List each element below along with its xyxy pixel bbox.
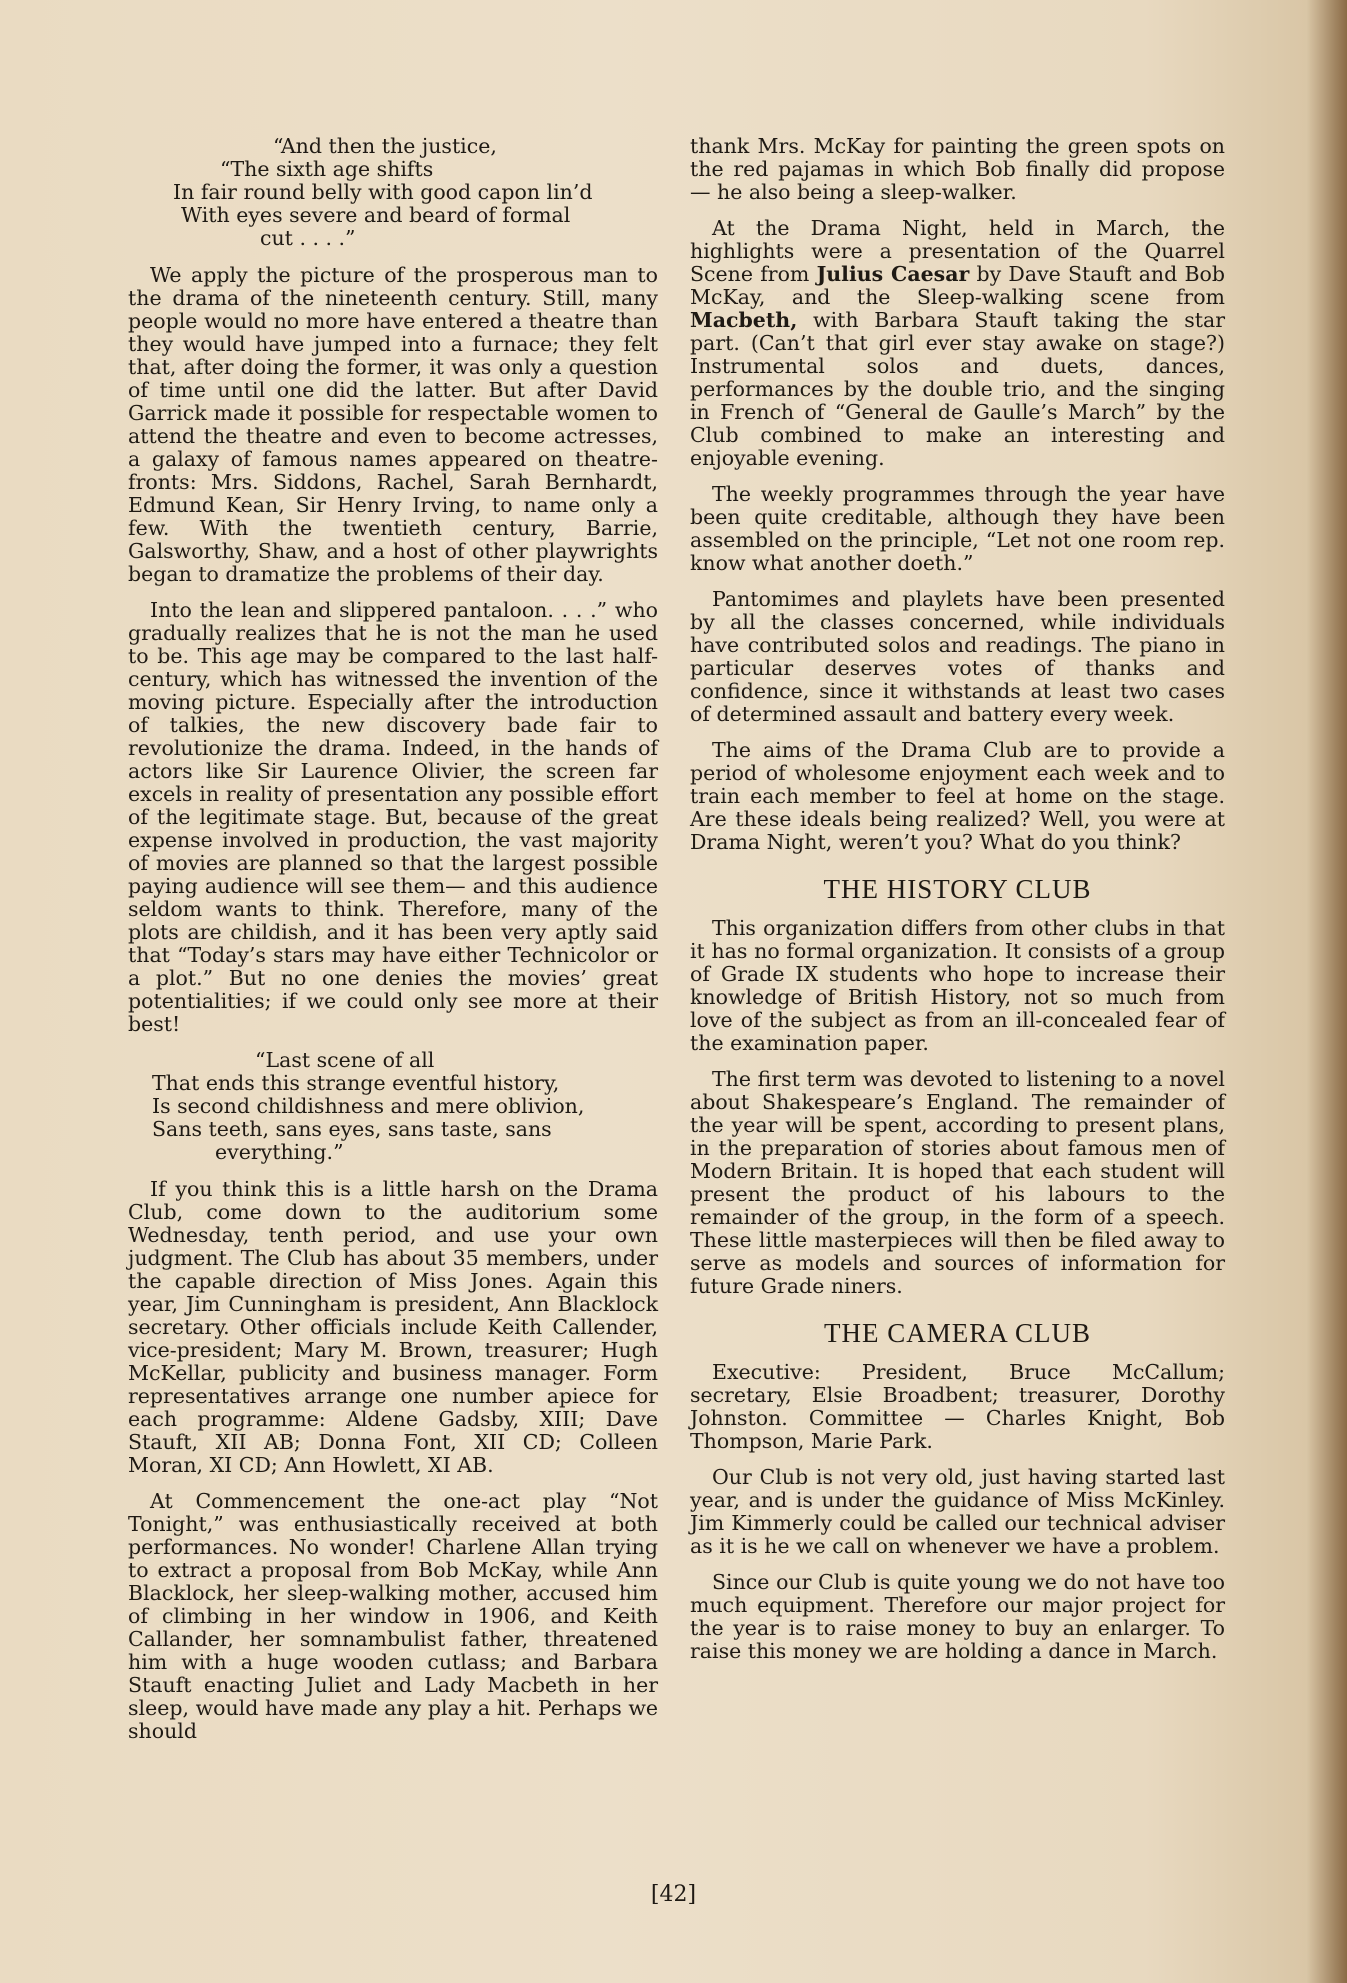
paragraph-commencement-play: At Commencement the one-act play “Not Tonight,” was enthusiastically received at both performances. No wonder! Charlene Allan trying to extract a proposal from Bob McKay, while Ann Blacklock, her sleep-walking mother, accused him of climbing in her window in 1906, and Keith Callander, her somnambulist father, threatened him with a huge wooden cutlass; and Barbara Stauft enacting Juliet and Lady Macbeth in her sleep, would have made any play a hit. Perhaps we should	[128, 1489, 658, 1743]
section-heading-camera-club: THE CAMERA CLUB	[823, 1318, 1092, 1348]
paragraph-history-first-term: The first term was devoted to listening to a novel about Shakespeare’s England. The remainder of the year will be spent, according to present plans, in the preparation of stories about famous men of Modern Britain. It is hoped that each student will present the product of his labours to the remainder of the group, in the form of a speech. These little masterpieces will then be filed away to serve as models and sources of information for future Grade niners.	[690, 1067, 1225, 1298]
quotation-verse-justice	[128, 135, 658, 250]
paragraph-drama-club-members: If you think this is a little harsh on the Drama Club, come down to the auditorium some Wednesday, tenth period, and use your own judgment. The Club has about 35 members, under the capable direction of Miss Jones. Again this year, Jim Cunningham is president, Ann Blacklock secretary. Other officials include Keith Callender, vice-president; Mary M. Brown, treasurer; Hugh McKellar, publicity and business manager. Form representatives arrange one number apiece for each programme: Aldene Gadsby, XIII; Dave Stauft, XII AB; Donna Font, XII CD; Colleen Moran, XI CD; Ann Howlett, XI AB.	[128, 1177, 658, 1477]
paragraph-camera-history: Our Club is not very old, just having started last year, and is under the guidance of Miss McKinley. Jim Kimmerly could be called our technical adviser as it is he we call on whenever we have a problem.	[690, 1465, 1225, 1558]
verse-line: “And then the justice,	[273, 134, 497, 158]
paragraph-continued: thank Mrs. McKay for painting the green spots on the red pajamas in which Bob finally did propose — he also being a sleep-walker.	[690, 134, 1225, 204]
paragraph-weekly-programmes: The weekly programmes through the year have been quite creditable, although they have been assembled on the principle, “Let not one room rep. know what another doeth.”	[690, 482, 1225, 575]
text-run: At the Drama Night, held in March, the highlights were a presentation of the Quarrel Scene from	[690, 216, 1225, 286]
quotation-verse-last-scene	[128, 1049, 658, 1164]
text-run: with Barbara Stauft taking the star part. (Can’t that girl ever stay awake on stage?) Instrumental solos and duets, dances, performances by the double trio, and the singing in French of “General de Gaulle’s March” by the Club combined to make an interesting and enjoyable evening.	[690, 308, 1225, 470]
paragraph-nineteenth-century: We apply the picture of the prosperous man to the drama of the nineteenth century. Still, many people would no more have entered a theatre than they would have jumped into a furnace; they felt that, after doing the former, it was only a question of time until one did the latter. But after David Garrick made it possible for respectable women to attend the theatre and even to become actresses, a galaxy of famous names appeared on theatre-fronts: Mrs. Siddons, Rachel, Sarah Bernhardt, Edmund Kean, Sir Henry Irving, to name only a few. With the twentieth century, Barrie, Galsworthy, Shaw, and a host of other playwrights began to dramatize the problems of their day.	[128, 263, 658, 586]
right-column	[690, 135, 1225, 1676]
play-title-macbeth: Macbeth,	[690, 308, 798, 332]
section-heading-history-club: THE HISTORY CLUB	[823, 874, 1092, 904]
paragraph-camera-executive: Executive: President, Bruce McCallum; secretary, Elsie Broadbent; treasurer, Dorothy Johnston. Committee — Charles Knight, Bob Thompson, Marie Park.	[690, 1360, 1225, 1453]
left-column	[128, 135, 658, 1756]
verse-line: “The sixth age shifts	[220, 157, 434, 181]
paragraph-camera-project: Since our Club is quite young we do not have too much equipment. Therefore our major project for the year is to raise money to buy an enlarger. To raise this money we are holding a dance in March.	[690, 1570, 1225, 1663]
paragraph-aims: The aims of the Drama Club are to provide a period of wholesome enjoyment each week and to train each member to feel at home on the stage. Are these ideals being realized? Well, you were at Drama Night, weren’t you? What do you think?	[690, 738, 1225, 854]
paragraph-history-organization: This organization differs from other clubs in that it has no formal organization. It consists of a group of Grade IX students who hope to increase their knowledge of British History, not so much from love of the subject as from an ill-concealed fear of the examination paper.	[690, 916, 1225, 1055]
verse-line: Sans teeth, sans eyes, sans taste, sans	[152, 1117, 552, 1141]
page-number: [42]	[650, 1882, 697, 1907]
paragraph-pantaloon: Into the lean and slippered pantaloon. . . .” who gradually realizes that he is not the man he used to be. This age may be compared to the last half-century, which has witnessed the invention of the moving picture. Especially after the introduction of talkies, the new discovery bade fair to revolutionize the drama. Indeed, in the hands of actors like Sir Laurence Olivier, the screen far excels in reality of presentation any possible effort of the legitimate stage. But, because of the great expense involved in production, the vast majority of movies are planned so that the largest possible paying audience will see them— and this audience seldom wants to think. Therefore, many of the plots are childish, and it has been very aptly said that “Today’s stars may have either Technicolor or a plot.” But no one denies the movies’ great potentialities; if we could only see more at their best!	[128, 598, 658, 1036]
verse-line: “Last scene of all	[255, 1048, 435, 1072]
verse-line: everything.”	[215, 1140, 344, 1164]
verse-line: Is second childishness and mere oblivion,	[152, 1094, 585, 1118]
verse-line: In fair round belly with good capon lin’d	[173, 180, 593, 204]
verse-line: With eyes severe and beard of formal	[181, 203, 571, 227]
paragraph-pantomimes: Pantomimes and playlets have been presented by all the classes concerned, while individuals have contributed solos and readings. The piano in particular deserves votes of thanks and confidence, since it withstands at least two cases of determined assault and battery every week.	[690, 587, 1225, 726]
verse-line: cut . . . .”	[260, 226, 356, 250]
verse-line: That ends this strange eventful history,	[152, 1071, 560, 1095]
paragraph-drama-night	[690, 217, 1225, 470]
play-title-julius-caesar: Julius Caesar	[816, 262, 970, 286]
text-run: by Dave Stauft and Bob McKay, and the Sleep-walking scene from	[690, 262, 1225, 309]
